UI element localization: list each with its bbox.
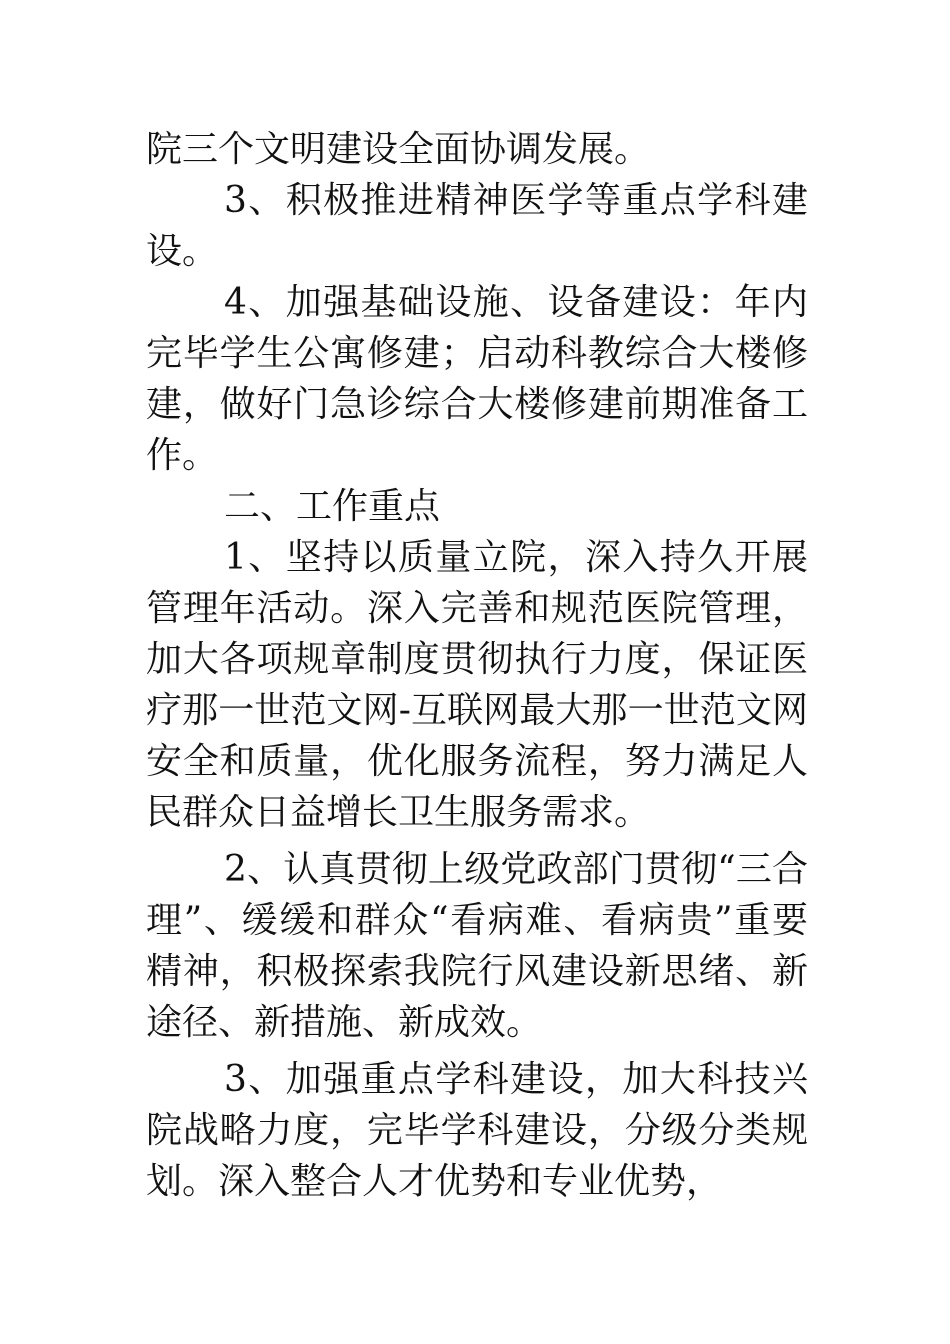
paragraph-focus-2-policy: 2、认真贯彻上级党政部门贯彻“三合理”、缓缓和群众“看病难、看病贵”重要精神，积极探索我院行风建设新思绪、新途径、新措施、新成效。 [146, 849, 808, 1043]
section-heading-work-focus: 二、工作重点 [224, 486, 441, 527]
document-body [146, 124, 808, 1207]
paragraph-focus-1-quality: 1、坚持以质量立院，深入持久开展管理年活动。深入完善和规范医院管理，加大各项规章制度贯彻执行力度，保证医疗那一世范文网-互联网最大那一世范文网安全和质量，优化服务流程，努力满足人民群众日益增长卫生服务需求。 [146, 537, 808, 833]
paragraph-focus-3-discipline: 3、加强重点学科建设，加大科技兴院战略力度，完毕学科建设，分级分类规划。深入整合人才优势和专业优势， [146, 1059, 808, 1202]
paragraph-item-4-infrastructure: 4、加强基础设施、设备建设：年内完毕学生公寓修建；启动科教综合大楼修建，做好门急诊综合大楼修建前期准备工作。 [146, 282, 808, 476]
paragraph-item-3-discipline: 3、积极推进精神医学等重点学科建设。 [146, 180, 808, 272]
paragraph-continuation: 院三个文明建设全面协调发展。 [146, 129, 651, 170]
